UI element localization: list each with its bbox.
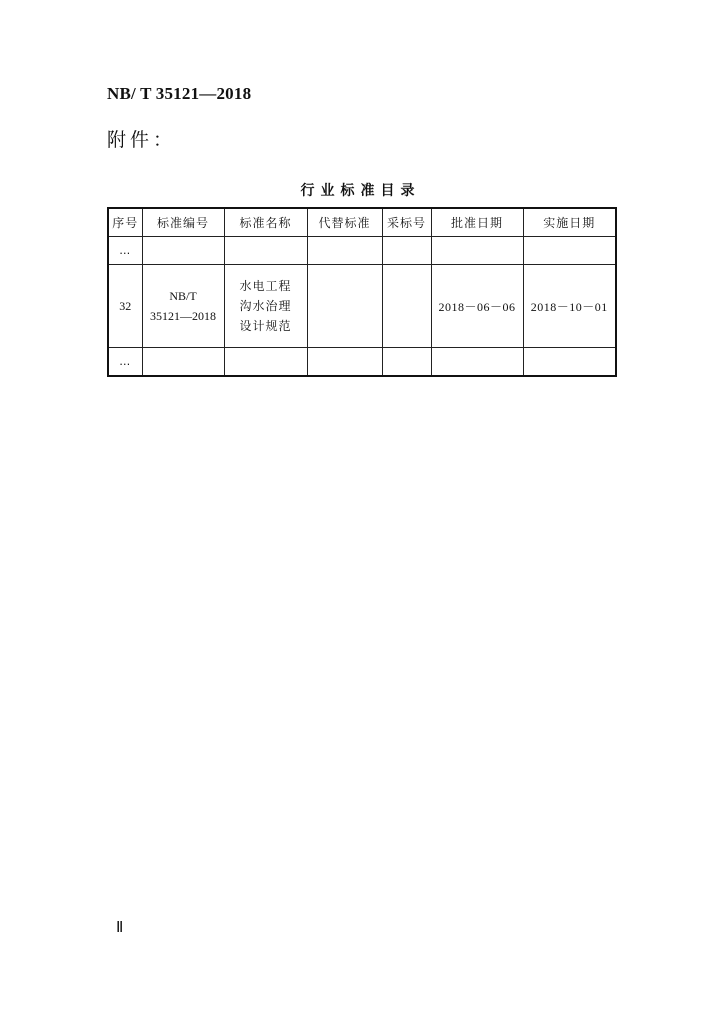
standards-catalog-table	[107, 207, 617, 377]
standard-number-header: NB/ T 35121—2018	[107, 84, 252, 103]
seq-cell: …	[108, 237, 142, 265]
name-cell	[224, 348, 307, 377]
std-no-line: NB/T	[169, 289, 197, 303]
approved-cell	[431, 237, 523, 265]
approved-cell: 2018－06－06	[431, 265, 523, 348]
page-number: Ⅱ	[116, 920, 124, 936]
effective-cell: 2018－10－01	[523, 265, 616, 348]
replaces-cell	[307, 265, 382, 348]
std-no-cell	[142, 265, 224, 348]
name-line: 设计规范	[239, 319, 292, 333]
table-row	[108, 265, 616, 348]
column-header-std-no: 标准编号	[142, 208, 224, 237]
adopted-cell	[382, 348, 431, 377]
effective-cell	[523, 348, 616, 377]
table-header-row	[108, 208, 616, 237]
seq-cell: …	[108, 348, 142, 377]
table-row	[108, 237, 616, 265]
column-header-seq: 序号	[108, 208, 142, 237]
replaces-cell	[307, 348, 382, 377]
column-header-name: 标准名称	[224, 208, 307, 237]
name-cell	[224, 265, 307, 348]
approved-cell	[431, 348, 523, 377]
seq-cell: 32	[108, 265, 142, 348]
effective-cell	[523, 237, 616, 265]
adopted-cell	[382, 265, 431, 348]
table-title: 行业标准目录	[300, 183, 421, 199]
name-cell	[224, 237, 307, 265]
column-header-effective: 实施日期	[523, 208, 616, 237]
column-header-adopted: 采标号	[382, 208, 431, 237]
attachment-label: 附件：	[107, 129, 177, 151]
column-header-approved: 批准日期	[431, 208, 523, 237]
column-header-replaces: 代替标准	[307, 208, 382, 237]
table-row	[108, 348, 616, 377]
name-line: 水电工程	[239, 279, 292, 293]
adopted-cell	[382, 237, 431, 265]
std-no-cell	[142, 237, 224, 265]
replaces-cell	[307, 237, 382, 265]
name-line: 沟水治理	[239, 299, 292, 313]
std-no-cell	[142, 348, 224, 377]
std-no-line: 35121—2018	[150, 309, 216, 323]
